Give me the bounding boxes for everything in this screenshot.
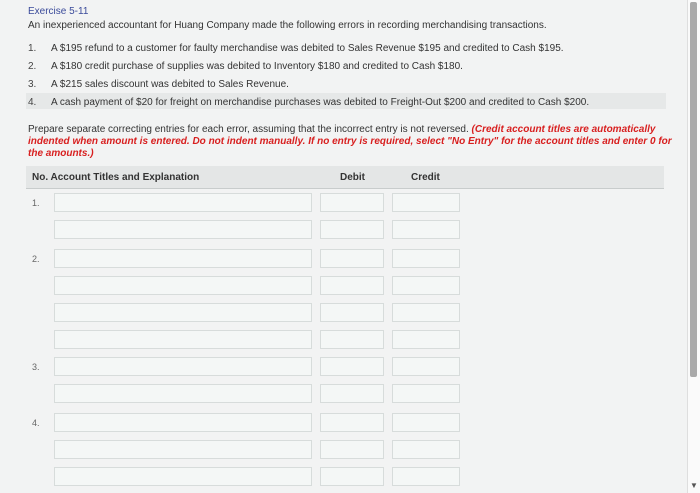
- exercise-title: Exercise 5-11: [28, 6, 89, 17]
- entry-number: 3.: [32, 362, 40, 372]
- debit-amount-input[interactable]: [320, 384, 384, 403]
- error-number: 4.: [28, 97, 37, 108]
- credit-amount-input[interactable]: [392, 249, 460, 268]
- debit-amount-input[interactable]: [320, 303, 384, 322]
- account-title-input[interactable]: [54, 357, 312, 376]
- credit-amount-input[interactable]: [392, 357, 460, 376]
- debit-amount-input[interactable]: [320, 220, 384, 239]
- debit-amount-input[interactable]: [320, 193, 384, 212]
- account-title-input[interactable]: [54, 330, 312, 349]
- account-title-input[interactable]: [54, 276, 312, 295]
- instructions: [28, 124, 678, 160]
- credit-amount-input[interactable]: [392, 303, 460, 322]
- debit-amount-input[interactable]: [320, 249, 384, 268]
- error-number: 3.: [28, 79, 37, 90]
- credit-amount-input[interactable]: [392, 220, 460, 239]
- account-title-input[interactable]: [54, 440, 312, 459]
- account-title-input[interactable]: [54, 193, 312, 212]
- credit-amount-input[interactable]: [392, 440, 460, 459]
- account-title-input[interactable]: [54, 413, 312, 432]
- debit-amount-input[interactable]: [320, 413, 384, 432]
- instructions-text: Prepare separate correcting entries for each error, assuming that the incorrect entry is not reversed.: [28, 124, 472, 135]
- error-text: A $215 sales discount was debited to Sales Revenue.: [51, 79, 289, 90]
- account-title-input[interactable]: [54, 303, 312, 322]
- debit-amount-input[interactable]: [320, 276, 384, 295]
- exercise-intro: An inexperienced accountant for Huang Company made the following errors in recording merchandising transactions.: [28, 20, 547, 31]
- account-title-input[interactable]: [54, 220, 312, 239]
- credit-amount-input[interactable]: [392, 384, 460, 403]
- entry-number: 4.: [32, 418, 40, 428]
- debit-column-header: Debit: [340, 172, 365, 183]
- credit-amount-input[interactable]: [392, 193, 460, 212]
- credit-column-header: Credit: [411, 172, 440, 183]
- debit-amount-input[interactable]: [320, 357, 384, 376]
- account-title-input[interactable]: [54, 384, 312, 403]
- vertical-scrollbar[interactable]: [687, 0, 700, 493]
- entry-number: 2.: [32, 254, 40, 264]
- error-number: 2.: [28, 61, 37, 72]
- account-title-input[interactable]: [54, 467, 312, 486]
- journal-table-header: [26, 166, 664, 189]
- credit-amount-input[interactable]: [392, 413, 460, 432]
- scrollbar-thumb[interactable]: [690, 2, 697, 377]
- instructions-note: (Credit account titles are automatically indented when amount is entered. Do not indent manually. If no entry is required, select "No Entry" for the account titles and enter 0 for the amounts.): [28, 124, 672, 159]
- entry-number: 1.: [32, 198, 40, 208]
- error-text: A $195 refund to a customer for faulty merchandise was debited to Sales Revenue $195 and credited to Cash $195.: [51, 43, 564, 54]
- credit-amount-input[interactable]: [392, 330, 460, 349]
- account-column-header: No. Account Titles and Explanation: [32, 172, 200, 183]
- account-title-input[interactable]: [54, 249, 312, 268]
- credit-amount-input[interactable]: [392, 467, 460, 486]
- debit-amount-input[interactable]: [320, 467, 384, 486]
- debit-amount-input[interactable]: [320, 440, 384, 459]
- error-text: A cash payment of $20 for freight on merchandise purchases was debited to Freight-Out $200 and credited to Cash $200.: [51, 97, 590, 108]
- error-text: A $180 credit purchase of supplies was debited to Inventory $180 and credited to Cash $180.: [51, 61, 463, 72]
- error-number: 1.: [28, 43, 37, 54]
- credit-amount-input[interactable]: [392, 276, 460, 295]
- debit-amount-input[interactable]: [320, 330, 384, 349]
- scroll-down-arrow-icon[interactable]: ▼: [690, 481, 698, 490]
